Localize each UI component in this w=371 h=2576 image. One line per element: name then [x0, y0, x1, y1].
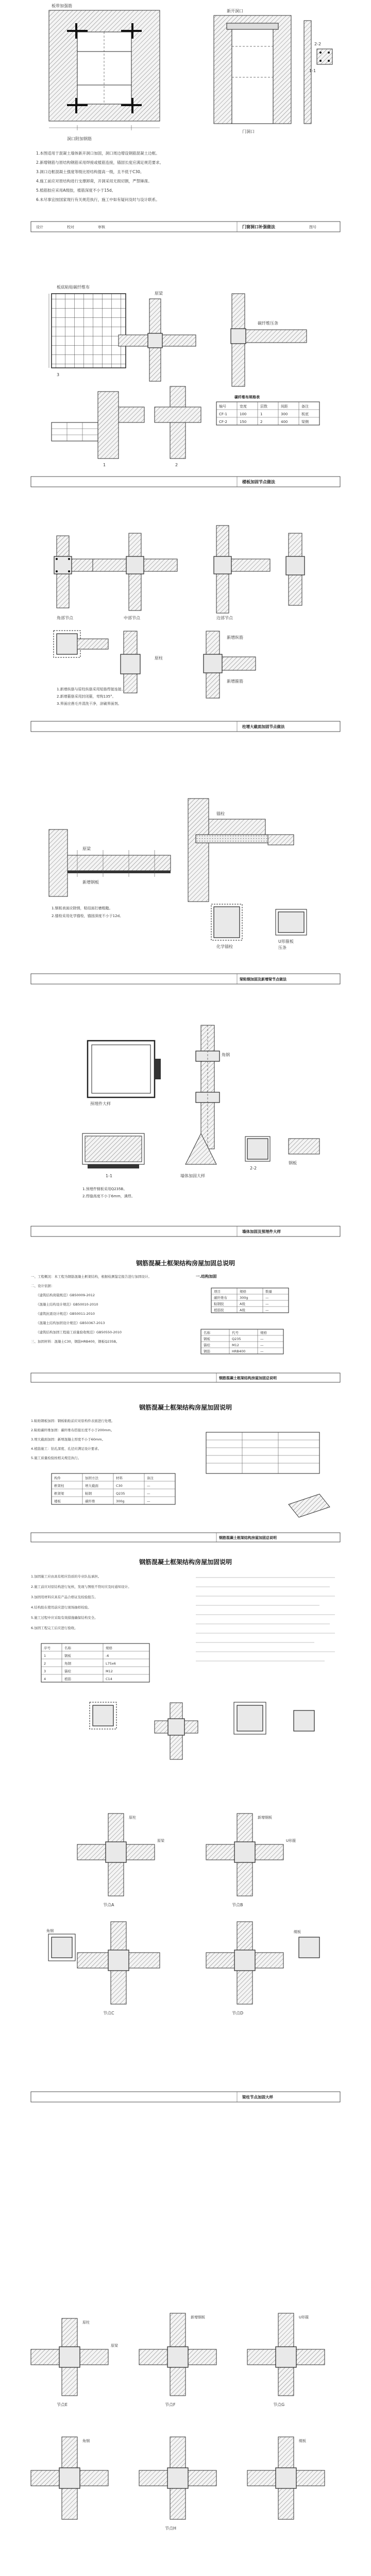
- joint-detail-f: [139, 2313, 216, 2396]
- svg-text:《建筑结构加固工程施工质量验收规范》GB50550-2010: 《建筑结构加固工程施工质量验收规范》GB50550-2010: [36, 1330, 122, 1334]
- svg-text:框架梁: 框架梁: [54, 1492, 64, 1496]
- svg-text:Q235: Q235: [232, 1337, 241, 1341]
- svg-text:原柱: 原柱: [82, 2320, 90, 2325]
- svg-text:墙体加固及预埋件大样: 墙体加固及预埋件大样: [242, 1229, 281, 1234]
- drawing-sheet-10: [0, 2272, 371, 2576]
- svg-text:构件: 构件: [54, 1476, 61, 1480]
- svg-text:Q235: Q235: [116, 1492, 125, 1496]
- svg-text:5.施工质量检验按相关规范执行。: 5.施工质量检验按相关规范执行。: [31, 1456, 81, 1460]
- svg-text:粘钢胶: 粘钢胶: [214, 1302, 224, 1306]
- joint-detail-c: [48, 1922, 160, 2004]
- svg-text:—: —: [260, 1337, 264, 1341]
- svg-text:门窗洞口补强做法: 门窗洞口补强做法: [242, 225, 275, 229]
- label-node-b: 节点B: [232, 1903, 243, 1907]
- svg-text:锚栓: 锚栓: [204, 1343, 210, 1347]
- svg-text:新增钢板: 新增钢板: [191, 2315, 205, 2319]
- sheet-9-canvas: [0, 1783, 371, 2107]
- beam-details-8: [90, 1702, 314, 1759]
- svg-text:CF-2: CF-2: [219, 420, 227, 424]
- svg-text:3.界面应凿毛并清洗干净，涂刷界面剂。: 3.界面应凿毛并清洗干净，涂刷界面剂。: [57, 702, 122, 706]
- svg-text:2: 2: [260, 420, 263, 424]
- label-detail-2: 2: [175, 463, 178, 467]
- svg-text:A级: A级: [240, 1308, 245, 1312]
- svg-text:增大截面: 增大截面: [85, 1484, 98, 1488]
- sheet-1-canvas: [0, 0, 371, 242]
- svg-text:—: —: [147, 1499, 150, 1503]
- svg-text:U形箍: U形箍: [299, 2315, 309, 2319]
- svg-text:1.钢板表面应除锈，粘结面打磨粗糙。: 1.钢板表面应除锈，粘结面打磨粗糙。: [52, 906, 113, 910]
- svg-text:2.新增钢筋与原结构钢筋采用焊接或植筋连接，锚固长度应满足规: 2.新增钢筋与原结构钢筋采用焊接或植筋连接，锚固长度应满足规范要求。: [36, 160, 164, 165]
- label-angle: 角钢: [222, 1053, 230, 1057]
- svg-text:300g: 300g: [116, 1499, 125, 1503]
- svg-text:新增钢板: 新增钢板: [258, 1816, 272, 1820]
- label-node-e: 节点E: [57, 2402, 68, 2407]
- title-block-7: [31, 1533, 340, 1542]
- label-node-d: 节点D: [232, 2011, 244, 2015]
- svg-text:100: 100: [240, 412, 247, 416]
- drawing-sheet-5: [0, 1010, 371, 1252]
- svg-text:梁侧: 梁侧: [301, 420, 309, 424]
- svg-text:图号: 图号: [309, 225, 316, 229]
- svg-text:宽度: 宽度: [240, 404, 247, 409]
- svg-text:1.粘贴钢板加固：钢板粘贴前应对原构件表面进行处理。: 1.粘贴钢板加固：钢板粘贴前应对原构件表面进行处理。: [31, 1419, 115, 1423]
- svg-text:—: —: [260, 1349, 264, 1353]
- notes-block-3: [57, 687, 125, 706]
- svg-text:4.植筋施工：钻孔深度、孔径应满足设计要求。: 4.植筋施工：钻孔深度、孔径应满足设计要求。: [31, 1447, 102, 1451]
- small-detail-7: [206, 1432, 330, 1517]
- svg-text:1: 1: [260, 412, 263, 416]
- title-block-2: [31, 477, 340, 487]
- svg-text:备注: 备注: [301, 404, 309, 409]
- title-block-1: [31, 222, 340, 232]
- svg-text:板底: 板底: [301, 412, 309, 416]
- spec-heading: 钢筋混凝土框架结构房屋加固总说明: [136, 1260, 235, 1267]
- label-node-c: 节点C: [103, 2011, 114, 2015]
- label-section-11: 1-1: [309, 69, 316, 73]
- svg-text:U形箍: U形箍: [286, 1839, 296, 1843]
- label-orig-beam: 原梁: [155, 291, 163, 296]
- spec-table-7: [52, 1473, 175, 1504]
- svg-text:—: —: [265, 1308, 269, 1312]
- svg-text:A级: A级: [240, 1302, 245, 1306]
- svg-text:C30: C30: [116, 1484, 123, 1488]
- svg-text:梁柱节点加固大样: 梁柱节点加固大样: [242, 2095, 273, 2099]
- label-new-plate: 新增钢板: [82, 880, 99, 885]
- drawing-sheet-8: [0, 1556, 371, 1772]
- sheet-6-canvas: [0, 1257, 371, 1391]
- label-chem-anchor: 化学锚栓: [216, 944, 233, 949]
- svg-text:角钢: 角钢: [64, 1662, 71, 1666]
- svg-text:原梁: 原梁: [157, 1839, 164, 1843]
- label-node-g: 节点G: [273, 2402, 285, 2407]
- svg-text:二、设计依据：: 二、设计依据：: [31, 1284, 55, 1288]
- label-anchor: 锚栓: [216, 811, 225, 816]
- svg-text:楼板: 楼板: [54, 1499, 61, 1503]
- label-cfrp: 板底粘贴碳纤维布: [57, 285, 90, 290]
- drawing-sheet-1: [0, 0, 371, 242]
- label-new-opening: 新开洞口: [227, 9, 243, 13]
- svg-text:原柱: 原柱: [129, 1816, 136, 1820]
- label-strip: 碳纤维压条: [258, 321, 278, 326]
- svg-text:间距: 间距: [281, 404, 288, 409]
- cfrp-spec-table: [216, 395, 319, 425]
- notes-block-5: [82, 1187, 135, 1199]
- svg-text:代号: 代号: [232, 1331, 239, 1335]
- label-middle-joint: 中部节点: [124, 616, 140, 620]
- svg-text:规格: 规格: [260, 1331, 267, 1335]
- svg-text:钢筋混凝土框架结构房屋加固总说明: 钢筋混凝土框架结构房屋加固总说明: [219, 1376, 277, 1380]
- svg-text:名称: 名称: [64, 1646, 71, 1650]
- svg-text:锚栓: 锚栓: [64, 1669, 71, 1673]
- svg-text:规格: 规格: [106, 1646, 112, 1650]
- svg-text:层数: 层数: [260, 404, 267, 409]
- label-wall-detail: 墙体加固大样: [180, 1174, 205, 1178]
- joint-detail-g: [247, 2313, 325, 2396]
- spec-table-8: [41, 1643, 149, 1682]
- svg-text:设计: 设计: [36, 225, 43, 229]
- column-joint-details: [54, 526, 305, 613]
- label-new-stirrups: 新增箍筋: [227, 679, 243, 684]
- label-node-a: 节点A: [103, 1903, 114, 1907]
- label-opening-rebar: 洞口附加钢筋: [67, 137, 92, 141]
- label-section-22: 2-2: [314, 42, 322, 46]
- drawing-sheet-6: [0, 1257, 371, 1391]
- beam-cross-detail: [119, 294, 307, 386]
- svg-text:《混凝土结构设计规范》GB50010-2010: 《混凝土结构设计规范》GB50010-2010: [36, 1302, 98, 1307]
- notes-block-4: [52, 906, 123, 919]
- svg-text:3.洞口边框混凝土强度等级比原结构提高一级，且不低于C30。: 3.洞口边框混凝土强度等级比原结构提高一级，且不低于C30。: [36, 170, 144, 174]
- svg-text:原梁: 原梁: [111, 2344, 118, 2348]
- label-door: 门洞口: [242, 129, 255, 134]
- drawing-sheet-4: [0, 757, 371, 999]
- svg-text:三、加固材料：混凝土C30，钢筋HRB400，钢板Q235B: 三、加固材料：混凝土C30，钢筋HRB400，钢板Q235B。: [31, 1340, 120, 1344]
- spec-heading-7: 钢筋混凝土框架结构房屋加固说明: [139, 1404, 232, 1411]
- drawing-sheet-9: [0, 1783, 371, 2107]
- drawing-sheet-2: [0, 252, 371, 495]
- svg-text:《建筑结构荷载规范》GB50009-2012: 《建筑结构荷载规范》GB50009-2012: [36, 1293, 95, 1297]
- embed-plate-frame: [88, 1041, 161, 1097]
- label-detail-3: 3: [57, 372, 60, 377]
- svg-text:4: 4: [44, 1677, 46, 1681]
- svg-text:3.增大截面加固：新增混凝土厚度不小于60mm。: 3.增大截面加固：新增混凝土厚度不小于60mm。: [31, 1437, 106, 1442]
- svg-text:2.施工前应对原结构进行复核，发现与图纸不符时应及时通知设计: 2.施工前应对原结构进行复核，发现与图纸不符时应及时通知设计。: [31, 1585, 131, 1589]
- joint-detail-d: [206, 1922, 319, 2004]
- svg-text:序号: 序号: [44, 1646, 50, 1650]
- notes-block: [36, 150, 163, 202]
- cfrp-spec-table-left: [52, 422, 98, 441]
- svg-text:名称: 名称: [204, 1331, 210, 1335]
- svg-text:M12: M12: [106, 1669, 113, 1673]
- label-strip-plate: 压条: [278, 945, 286, 950]
- sheet-2-canvas: [0, 252, 371, 495]
- svg-text:M12: M12: [232, 1343, 239, 1347]
- joint-labels-9: [46, 1815, 301, 1934]
- svg-text:审核: 审核: [98, 225, 105, 229]
- label-detail-1: 1: [103, 463, 106, 467]
- sheet-7-canvas: [0, 1401, 371, 1551]
- svg-text:2.粘贴碳纤维加固：碳纤维布搭接长度不小于200mm。: 2.粘贴碳纤维加固：碳纤维布搭接长度不小于200mm。: [31, 1428, 114, 1432]
- wall-elevation: [196, 1025, 220, 1149]
- svg-text:2.焊缝高度不小于6mm，满焊。: 2.焊缝高度不小于6mm，满焊。: [82, 1194, 135, 1198]
- svg-text:HRB400: HRB400: [232, 1349, 246, 1353]
- svg-text:1.加固施工应由具有相应资质的专业队伍承担。: 1.加固施工应由具有相应资质的专业队伍承担。: [31, 1574, 102, 1579]
- svg-text:梁粘钢加固及新增梁节点做法: 梁粘钢加固及新增梁节点做法: [240, 977, 286, 981]
- sheet-4-canvas: [0, 757, 371, 999]
- spec-left-column: [31, 1274, 151, 1344]
- svg-text:—: —: [265, 1296, 269, 1300]
- svg-text:框架柱: 框架柱: [54, 1484, 64, 1488]
- svg-text:400: 400: [281, 420, 288, 424]
- svg-text:1: 1: [44, 1654, 46, 1658]
- svg-text:钢板: 钢板: [64, 1654, 71, 1658]
- sheet-8-canvas: [0, 1556, 371, 1772]
- svg-text:备注: 备注: [147, 1476, 154, 1480]
- sheet-3-canvas: [0, 505, 371, 747]
- label-edge-joint: 边部节点: [216, 616, 233, 620]
- svg-text:植筋胶: 植筋胶: [214, 1308, 224, 1312]
- label-u-stirrup: U形箍板: [278, 939, 294, 944]
- title-block-6: [31, 1373, 340, 1382]
- label-band-rebar: 板带加强筋: [52, 4, 72, 8]
- label-sec-11: 1-1: [106, 1174, 113, 1178]
- label-sec-22: 2-2: [250, 1166, 257, 1171]
- svg-text:5.植筋胶应采用A级胶，植筋深度不小于15d。: 5.植筋胶应采用A级胶，植筋深度不小于15d。: [36, 188, 116, 193]
- svg-text:2.新增箍筋采用封闭箍，弯钩135°。: 2.新增箍筋采用封闭箍，弯钩135°。: [57, 694, 116, 699]
- svg-text:缀板: 缀板: [299, 2439, 306, 2443]
- svg-text:CF-1: CF-1: [219, 412, 227, 416]
- label-corner-joint: 角部节点: [57, 616, 73, 620]
- label-new-bars: 新增纵筋: [227, 635, 243, 640]
- svg-text:角钢: 角钢: [46, 1929, 54, 1933]
- wall-sections: [82, 1133, 319, 1168]
- svg-text:碳纤维布: 碳纤维布: [214, 1296, 227, 1300]
- svg-text:—: —: [265, 1302, 269, 1306]
- svg-text:300g: 300g: [240, 1296, 248, 1300]
- slab-grid-plan: [49, 294, 126, 368]
- right-column-text-8: [196, 1578, 335, 1661]
- title-block-3: [31, 721, 340, 732]
- joint-detail-h: [31, 2437, 325, 2519]
- svg-text:4.施工前应对原结构进行支撑卸荷，开洞采用无损切割，严禁锤凿: 4.施工前应对原结构进行支撑卸荷，开洞采用无损切割，严禁锤凿。: [36, 179, 152, 183]
- svg-text:数量: 数量: [265, 1290, 272, 1294]
- svg-text:2.锚栓采用化学锚栓，锚固深度不小于12d。: 2.锚栓采用化学锚栓，锚固深度不小于12d。: [52, 914, 124, 918]
- svg-text:编号: 编号: [219, 404, 226, 409]
- svg-text:缀板: 缀板: [294, 1930, 301, 1934]
- svg-text:《建筑抗震设计规范》GB50011-2010: 《建筑抗震设计规范》GB50011-2010: [36, 1312, 95, 1316]
- svg-text:C14: C14: [106, 1677, 112, 1681]
- svg-text:《混凝土结构加固设计规范》GB50367-2013: 《混凝土结构加固设计规范》GB50367-2013: [36, 1321, 105, 1325]
- svg-text:2: 2: [44, 1662, 46, 1666]
- svg-text:—: —: [147, 1492, 150, 1496]
- label-orig-beam: 原梁: [82, 846, 91, 851]
- drawing-sheet-3: [0, 505, 371, 747]
- svg-text:3: 3: [44, 1669, 46, 1673]
- title-block-5: [31, 1226, 340, 1236]
- svg-text:粘钢: 粘钢: [85, 1492, 92, 1496]
- label-node-h: 节点H: [165, 2526, 177, 2531]
- joint-labels-10: [82, 2315, 309, 2443]
- svg-text:规格: 规格: [240, 1290, 246, 1294]
- spec-paragraphs-8: [31, 1574, 131, 1630]
- svg-text:角钢: 角钢: [82, 2439, 90, 2443]
- svg-text:材料: 材料: [116, 1476, 123, 1480]
- svg-text:1.新增纵筋与原柱纵筋采用短筋焊接连接。: 1.新增纵筋与原柱纵筋采用短筋焊接连接。: [57, 687, 125, 691]
- beam-sections-lower: [211, 904, 307, 940]
- opening-detail-left: [49, 10, 160, 130]
- spec-mid-table: [211, 1288, 289, 1313]
- svg-text:碳纤维布规格表: 碳纤维布规格表: [234, 395, 260, 399]
- label-embed: 预埋件大样: [90, 1101, 111, 1106]
- title-block-4: [31, 974, 340, 984]
- label-plate: 钢板: [289, 1161, 297, 1165]
- svg-text:4.结构胶在使用前应进行现场抽样检验。: 4.结构胶在使用前应进行现场抽样检验。: [31, 1605, 91, 1609]
- svg-text:300: 300: [281, 412, 288, 416]
- svg-text:5.施工过程中应采取有效措施确保结构安全。: 5.施工过程中应采取有效措施确保结构安全。: [31, 1616, 98, 1620]
- svg-text:植筋: 植筋: [64, 1677, 71, 1681]
- svg-text:碳纤维: 碳纤维: [85, 1499, 95, 1503]
- spec-right-heading: 一.结构加固: [196, 1274, 217, 1279]
- svg-text:6.未尽事宜按国家现行有关规范执行，施工中如有疑问及时与设计: 6.未尽事宜按国家现行有关规范执行，施工中如有疑问及时与设计联系。: [36, 197, 160, 202]
- joint-detail-e: [31, 2318, 108, 2396]
- spec-side-table: [201, 1329, 283, 1354]
- spec-heading-8: 钢筋混凝土框架结构房屋加固说明: [139, 1558, 232, 1566]
- joint-detail-b: [206, 1814, 283, 1896]
- beam-steel-plate-detail: [49, 829, 171, 896]
- svg-text:—: —: [260, 1343, 264, 1347]
- svg-text:项目: 项目: [214, 1290, 221, 1294]
- sheet-10-canvas: [0, 2272, 371, 2576]
- title-block-9: [31, 2092, 340, 2102]
- svg-text:—: —: [147, 1484, 150, 1488]
- svg-text:1.预埋件钢板采用Q235B。: 1.预埋件钢板采用Q235B。: [82, 1187, 127, 1191]
- svg-text:钢筋混凝土框架结构房屋加固总说明: 钢筋混凝土框架结构房屋加固总说明: [219, 1536, 277, 1540]
- svg-text:钢筋: 钢筋: [204, 1349, 210, 1353]
- svg-text:L75x6: L75x6: [106, 1662, 116, 1666]
- svg-text:柱增大截面加固节点做法: 柱增大截面加固节点做法: [242, 724, 285, 729]
- sheet-5-canvas: [0, 1010, 371, 1252]
- svg-text:3.加固用材料应具有产品合格证及检验报告。: 3.加固用材料应具有产品合格证及检验报告。: [31, 1595, 98, 1599]
- svg-text:加固方法: 加固方法: [85, 1476, 98, 1480]
- beam-column-elevation: [188, 799, 294, 902]
- label-node-f: 节点F: [165, 2402, 176, 2407]
- drawing-sheet-7: [0, 1401, 371, 1551]
- svg-text:一、工程概况：本工程为钢筋混凝土框架结构，根据检测鉴定报告进: 一、工程概况：本工程为钢筋混凝土框架结构，根据检测鉴定报告进行加固设计。: [31, 1275, 151, 1279]
- slab-small-details: [98, 386, 201, 459]
- svg-text:-6: -6: [106, 1654, 109, 1658]
- joint-detail-a: [77, 1814, 155, 1896]
- svg-text:钢板: 钢板: [204, 1337, 210, 1341]
- svg-text:楼板加固节点做法: 楼板加固节点做法: [242, 480, 275, 484]
- svg-text:校对: 校对: [67, 225, 74, 229]
- svg-text:1.本图适用于混凝土墙体新开洞口加固，洞口周边增设钢筋混凝土: 1.本图适用于混凝土墙体新开洞口加固，洞口周边增设钢筋混凝土边框。: [36, 151, 160, 156]
- svg-text:150: 150: [240, 420, 247, 424]
- spec-paragraphs-7: [31, 1418, 114, 1460]
- label-orig-column: 原柱: [155, 656, 163, 660]
- svg-text:6.加固工程完工后应进行验收。: 6.加固工程完工后应进行验收。: [31, 1626, 78, 1630]
